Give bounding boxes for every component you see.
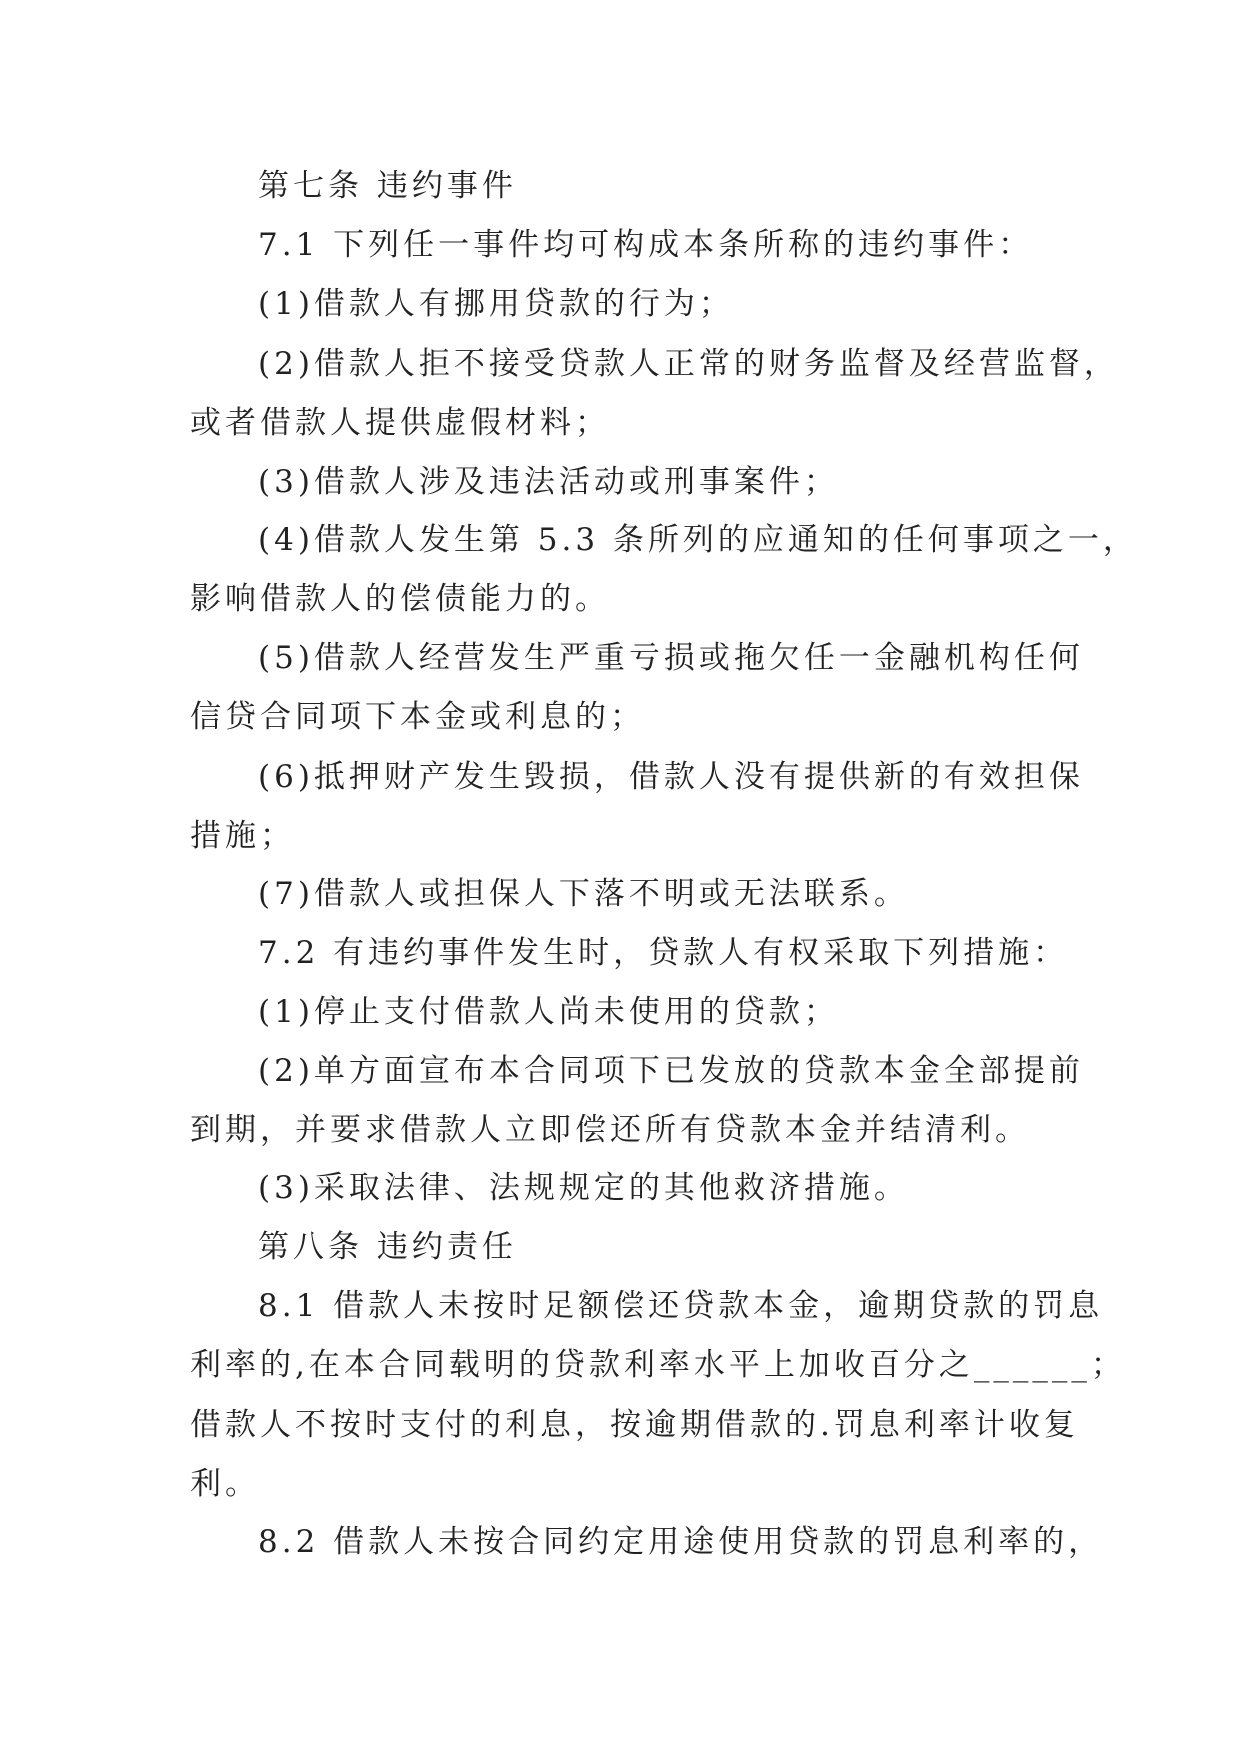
paragraph-line: 措施； xyxy=(190,818,295,854)
article-8-heading: 第八条 违约责任 xyxy=(258,1229,517,1265)
paragraph-line: 到期，并要求借款人立即偿还所有贷款本金并结清利。 xyxy=(190,1112,1030,1148)
paragraph-line: (6)抵押财产发生毁损，借款人没有提供新的有效担保 xyxy=(258,759,1084,795)
paragraph-line: 或者借款人提供虚假材料； xyxy=(190,405,610,441)
paragraph-line: 信贷合同项下本金或利息的； xyxy=(190,699,645,735)
paragraph-line: (1)借款人有挪用贷款的行为； xyxy=(258,286,734,322)
paragraph-line: (3)借款人涉及违法活动或刑事案件； xyxy=(258,464,839,500)
paragraph-line: 8.1 借款人未按时足额偿还贷款本金，逾期贷款的罚息 xyxy=(258,1288,1104,1324)
article-7-heading: 第七条 违约事件 xyxy=(258,168,517,204)
paragraph-line: 7.1 下列任一事件均可构成本条所称的违约事件： xyxy=(258,227,1034,263)
paragraph-line: 利。 xyxy=(190,1466,260,1502)
paragraph-line: (2)单方面宣布本合同项下已发放的贷款本金全部提前 xyxy=(258,1053,1084,1089)
paragraph-line: (2)借款人拒不接受贷款人正常的财务监督及经营监督， xyxy=(258,346,1119,382)
paragraph-line: 利率的,在本合同载明的贷款利率水平上加收百分之______； xyxy=(190,1347,1126,1383)
paragraph-line: (7)借款人或担保人下落不明或无法联系。 xyxy=(258,876,909,912)
paragraph-line: (1)停止支付借款人尚未使用的贷款； xyxy=(258,994,839,1030)
paragraph-line: 影响借款人的偿债能力的。 xyxy=(190,581,610,617)
paragraph-line: (5)借款人经营发生严重亏损或拖欠任一金融机构任何 xyxy=(258,640,1084,676)
paragraph-line: 7.2 有违约事件发生时，贷款人有权采取下列措施： xyxy=(258,935,1069,971)
paragraph-line: (3)采取法律、法规规定的其他救济措施。 xyxy=(258,1170,909,1206)
paragraph-line: (4)借款人发生第 5.3 条所列的应通知的任何事项之一， xyxy=(258,522,1138,558)
paragraph-line: 8.2 借款人未按合同约定用途使用贷款的罚息利率的， xyxy=(258,1524,1104,1560)
paragraph-line: 借款人不按时支付的利息，按逾期借款的.罚息利率计收复 xyxy=(190,1407,1079,1443)
